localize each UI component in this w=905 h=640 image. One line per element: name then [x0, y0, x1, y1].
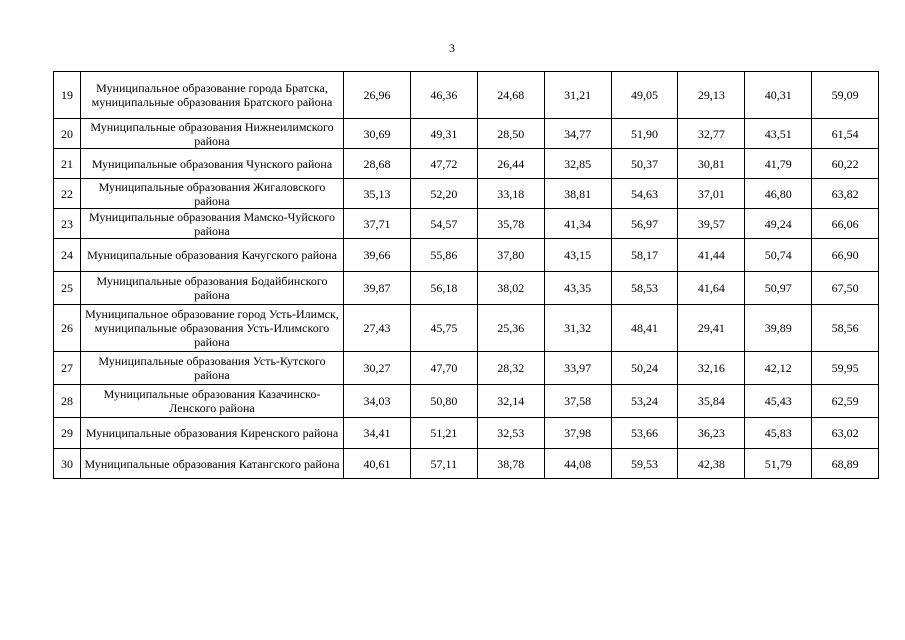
value-cell: 50,74 [745, 239, 812, 272]
value-cell: 37,98 [544, 418, 611, 449]
row-name-cell: Муниципальные образования Мамско-Чуйского района [81, 209, 344, 239]
value-cell: 39,89 [745, 305, 812, 352]
value-cell: 29,41 [678, 305, 745, 352]
row-number-cell: 25 [54, 272, 81, 305]
row-name-cell: Муниципальные образования Бодайбинского района [81, 272, 344, 305]
row-number-cell: 21 [54, 149, 81, 179]
value-cell: 43,15 [544, 239, 611, 272]
value-cell: 45,43 [745, 385, 812, 418]
value-cell: 50,24 [611, 352, 678, 385]
value-cell: 58,53 [611, 272, 678, 305]
value-cell: 28,32 [477, 352, 544, 385]
value-cell: 32,85 [544, 149, 611, 179]
value-cell: 34,41 [344, 418, 411, 449]
value-cell: 37,01 [678, 179, 745, 209]
value-cell: 40,31 [745, 72, 812, 119]
value-cell: 25,36 [477, 305, 544, 352]
page-number: 3 [449, 41, 455, 55]
table-row [54, 352, 879, 385]
value-cell: 46,80 [745, 179, 812, 209]
value-cell: 48,41 [611, 305, 678, 352]
value-cell: 47,70 [410, 352, 477, 385]
row-number-cell: 27 [54, 352, 81, 385]
value-cell: 63,02 [812, 418, 879, 449]
value-cell: 40,61 [344, 449, 411, 479]
row-name-cell: Муниципальные образования Усть-Кутского района [81, 352, 344, 385]
value-cell: 41,44 [678, 239, 745, 272]
row-name-cell: Муниципальные образования Киренского района [81, 418, 344, 449]
value-cell: 51,21 [410, 418, 477, 449]
table-row [54, 119, 879, 149]
value-cell: 39,57 [678, 209, 745, 239]
value-cell: 38,78 [477, 449, 544, 479]
value-cell: 54,57 [410, 209, 477, 239]
data-table [53, 71, 879, 479]
value-cell: 59,09 [812, 72, 879, 119]
value-cell: 53,24 [611, 385, 678, 418]
value-cell: 34,03 [344, 385, 411, 418]
value-cell: 41,34 [544, 209, 611, 239]
value-cell: 30,69 [344, 119, 411, 149]
value-cell: 37,80 [477, 239, 544, 272]
value-cell: 32,16 [678, 352, 745, 385]
value-cell: 49,24 [745, 209, 812, 239]
value-cell: 52,20 [410, 179, 477, 209]
value-cell: 41,79 [745, 149, 812, 179]
table-row [54, 449, 879, 479]
value-cell: 55,86 [410, 239, 477, 272]
value-cell: 44,08 [544, 449, 611, 479]
row-number-cell: 23 [54, 209, 81, 239]
value-cell: 50,97 [745, 272, 812, 305]
value-cell: 56,97 [611, 209, 678, 239]
row-number-cell: 20 [54, 119, 81, 149]
value-cell: 49,05 [611, 72, 678, 119]
value-cell: 61,54 [812, 119, 879, 149]
table-row [54, 209, 879, 239]
value-cell: 31,21 [544, 72, 611, 119]
row-name-cell: Муниципальные образования Качугского района [81, 239, 344, 272]
row-number-cell: 28 [54, 385, 81, 418]
value-cell: 41,64 [678, 272, 745, 305]
row-name-cell: Муниципальное образование город Усть-Илимск, муниципальные образования Усть-Илимского района [81, 305, 344, 352]
value-cell: 30,81 [678, 149, 745, 179]
value-cell: 28,68 [344, 149, 411, 179]
value-cell: 32,53 [477, 418, 544, 449]
row-name-cell: Муниципальные образования Чунского района [81, 149, 344, 179]
value-cell: 32,77 [678, 119, 745, 149]
value-cell: 45,75 [410, 305, 477, 352]
value-cell: 38,02 [477, 272, 544, 305]
value-cell: 50,80 [410, 385, 477, 418]
value-cell: 42,12 [745, 352, 812, 385]
value-cell: 26,44 [477, 149, 544, 179]
value-cell: 26,96 [344, 72, 411, 119]
value-cell: 24,68 [477, 72, 544, 119]
value-cell: 51,79 [745, 449, 812, 479]
value-cell: 28,50 [477, 119, 544, 149]
value-cell: 56,18 [410, 272, 477, 305]
value-cell: 29,13 [678, 72, 745, 119]
value-cell: 39,87 [344, 272, 411, 305]
value-cell: 62,59 [812, 385, 879, 418]
row-name-cell: Муниципальное образование города Братска, муниципальные образования Братского района [81, 72, 344, 119]
table-row [54, 418, 879, 449]
value-cell: 45,83 [745, 418, 812, 449]
value-cell: 66,90 [812, 239, 879, 272]
value-cell: 54,63 [611, 179, 678, 209]
value-cell: 67,50 [812, 272, 879, 305]
table-row [54, 385, 879, 418]
row-number-cell: 22 [54, 179, 81, 209]
value-cell: 39,66 [344, 239, 411, 272]
row-number-cell: 29 [54, 418, 81, 449]
row-number-cell: 26 [54, 305, 81, 352]
value-cell: 58,56 [812, 305, 879, 352]
value-cell: 36,23 [678, 418, 745, 449]
table-body [54, 72, 879, 479]
value-cell: 43,35 [544, 272, 611, 305]
row-number-cell: 30 [54, 449, 81, 479]
value-cell: 59,95 [812, 352, 879, 385]
table-row [54, 272, 879, 305]
value-cell: 50,37 [611, 149, 678, 179]
value-cell: 32,14 [477, 385, 544, 418]
row-name-cell: Муниципальные образования Нижнеилимского района [81, 119, 344, 149]
table-row [54, 179, 879, 209]
value-cell: 38,81 [544, 179, 611, 209]
value-cell: 53,66 [611, 418, 678, 449]
value-cell: 51,90 [611, 119, 678, 149]
value-cell: 60,22 [812, 149, 879, 179]
value-cell: 35,84 [678, 385, 745, 418]
row-number-cell: 24 [54, 239, 81, 272]
table-row [54, 305, 879, 352]
value-cell: 27,43 [344, 305, 411, 352]
value-cell: 66,06 [812, 209, 879, 239]
row-name-cell: Муниципальные образования Жигаловского района [81, 179, 344, 209]
value-cell: 35,78 [477, 209, 544, 239]
value-cell: 31,32 [544, 305, 611, 352]
value-cell: 49,31 [410, 119, 477, 149]
value-cell: 33,18 [477, 179, 544, 209]
value-cell: 68,89 [812, 449, 879, 479]
value-cell: 46,36 [410, 72, 477, 119]
value-cell: 47,72 [410, 149, 477, 179]
value-cell: 37,58 [544, 385, 611, 418]
value-cell: 37,71 [344, 209, 411, 239]
value-cell: 63,82 [812, 179, 879, 209]
value-cell: 59,53 [611, 449, 678, 479]
value-cell: 58,17 [611, 239, 678, 272]
value-cell: 34,77 [544, 119, 611, 149]
table-row [54, 239, 879, 272]
table-row [54, 149, 879, 179]
value-cell: 42,38 [678, 449, 745, 479]
value-cell: 33,97 [544, 352, 611, 385]
row-number-cell: 19 [54, 72, 81, 119]
row-name-cell: Муниципальные образования Казачинско-Ленского района [81, 385, 344, 418]
table-row [54, 72, 879, 119]
row-name-cell: Муниципальные образования Катангского района [81, 449, 344, 479]
value-cell: 35,13 [344, 179, 411, 209]
value-cell: 43,51 [745, 119, 812, 149]
value-cell: 30,27 [344, 352, 411, 385]
value-cell: 57,11 [410, 449, 477, 479]
